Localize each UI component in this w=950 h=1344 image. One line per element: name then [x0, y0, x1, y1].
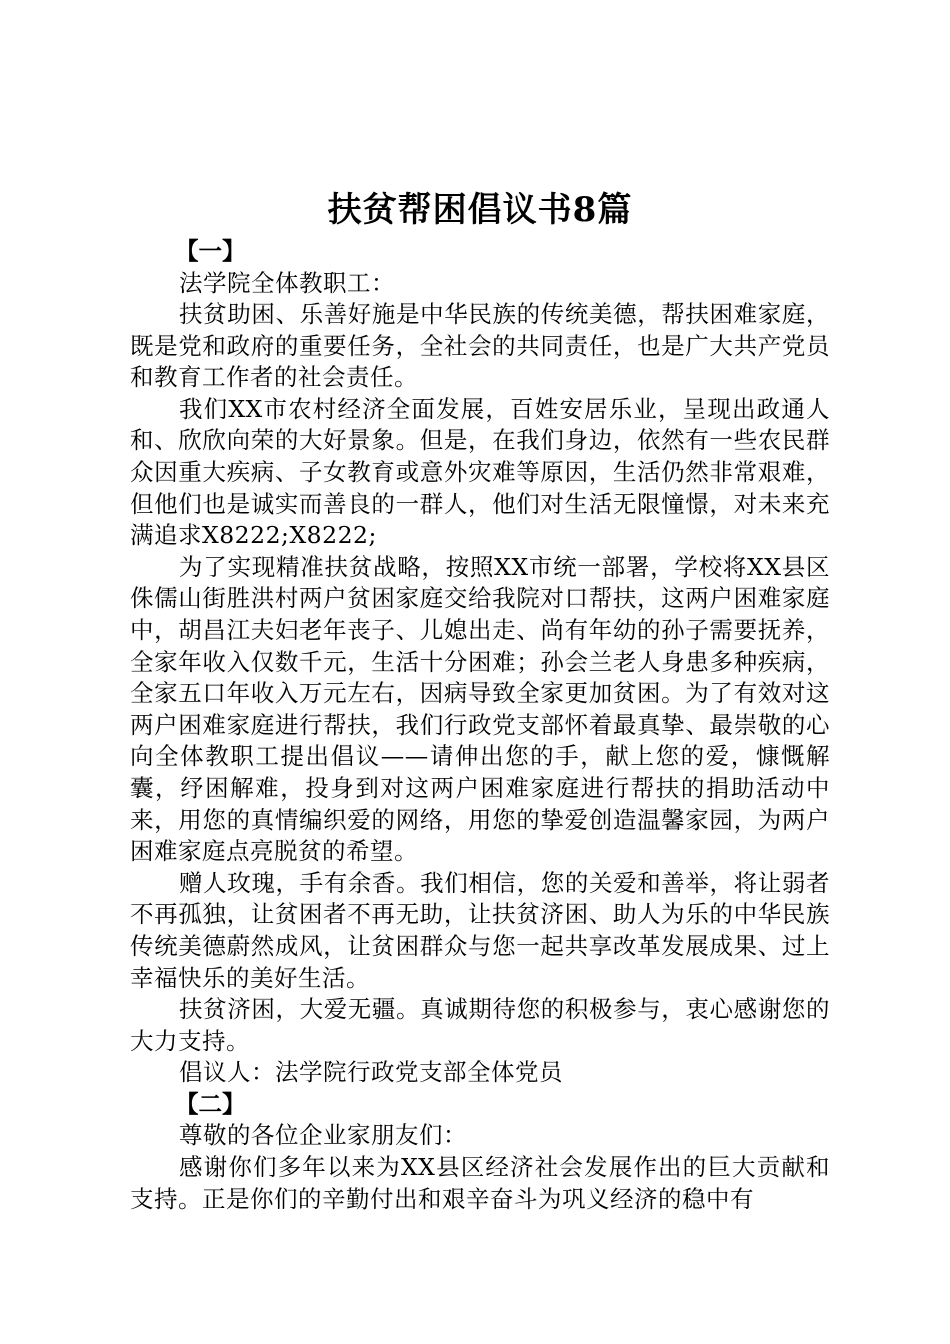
paragraph: 扶贫助困、乐善好施是中华民族的传统美德，帮扶困难家庭，既是党和政府的重要任务，全社会的共同责任，也是广大共产党员和教育工作者的社会责任。 [130, 300, 830, 392]
document-page [130, 186, 830, 1215]
salutation-1: 法学院全体教职工： [179, 268, 395, 297]
paragraph: 赠人玫瑰，手有余香。我们相信，您的关爱和善举，将让弱者不再孤独，让贫困者不再无助，让扶贫济困、助人为乐的中华民族传统美德蔚然成风，让贫困群众与您一起共享改革发展成果、过上幸福快乐的美好生活。 [130, 868, 830, 992]
document-title: 扶贫帮困倡议书8篇 [327, 190, 633, 230]
section-heading-2: 【二】 [175, 1089, 246, 1118]
section-heading-1: 【一】 [175, 237, 246, 265]
paragraph: 感谢你们多年以来为XX县区经济社会发展作出的巨大贡献和支持。正是你们的辛勤付出和艰辛奋斗为巩义经济的稳中有 [130, 1153, 830, 1213]
salutation-2: 尊敬的各位企业家朋友们： [179, 1121, 467, 1150]
signature: 倡议人：法学院行政党支部全体党员 [179, 1058, 563, 1087]
paragraph: 我们XX市农村经济全面发展，百姓安居乐业，呈现出政通人和、欣欣向荣的大好景象。但是，在我们身边，依然有一些农民群众因重大疾病、子女教育或意外灾难等原因，生活仍然非常艰难，但他们也是诚实而善良的一群人，他们对生活无限憧憬，对未来充满追求X8222;X8222; [130, 394, 830, 550]
paragraph: 扶贫济困，大爱无疆。真诚期待您的积极参与，衷心感谢您的大力支持。 [130, 995, 830, 1055]
paragraph: 为了实现精准扶贫战略，按照XX市统一部署，学校将XX县区侏儒山街胜洪村两户贫困家庭交给我院对口帮扶，这两户困难家庭中，胡昌江夫妇老年丧子、儿媳出走、尚有年幼的孙子需要抚养，全家年收入仅数千元，生活十分困难；孙会兰老人身患多种疾病，全家五口年收入万元左右，因病导致全家更加贫困。为了有效对这两户困难家庭进行帮扶，我们行政党支部怀着最真挚、最崇敬的心向全体教职工提出倡议——请伸出您的手，献上您的爱，慷慨解囊，纾困解难，投身到对这两户困难家庭进行帮扶的捐助活动中来，用您的真情编织爱的网络，用您的挚爱创造温馨家园，为两户困难家庭点亮脱贫的希望。 [130, 552, 830, 866]
